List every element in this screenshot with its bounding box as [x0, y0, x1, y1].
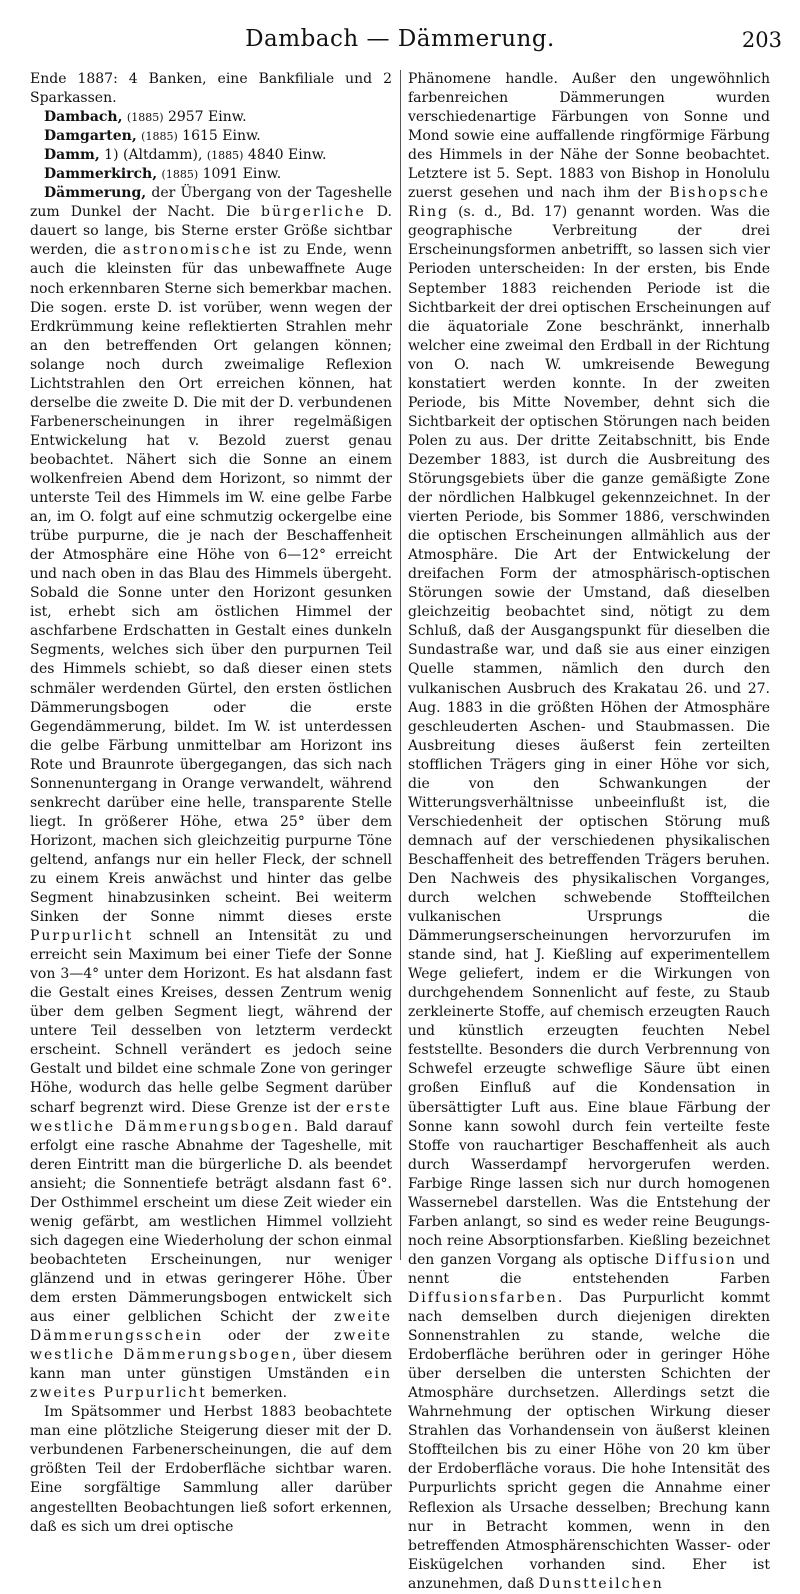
page-number: 203 [741, 28, 782, 52]
entry-text: ist zu Ende, wenn auch die kleinsten für das unbewaffnete Auge noch erkennbaren Sterne sich bemerkbar machen. Die sogen. erste D. ist vorüber, wenn wegen der Erdkrümmung keine reflektierten Strahlen mehr an den betreffenden Ort gelangen können; solange noch durch zweimalige Reflexion Lichtstrahlen den Ort erreichen können, hat derselbe die zweite D. Die mit der D. verbundenen Farbenerscheinungen in ihrer regelmäßigen Entwickelung hat v. Bezold zuerst genau beobachtet. Nähert sich die Sonne an einem wolkenfreien Abend dem Horizont, so nimmt der unterste Teil des Himmels im W. eine gelbe Farbe an, im O. folgt auf eine schmutzig ockergelbe eine trübe purpurne, die je nach der Beschaffenheit der Atmosphäre eine Höhe von 6—12° erreicht und nach oben in das Blau des Himmels übergeht. Sobald die Sonne unter den Horizont gesunken ist, erhebt sich am östlichen Himmel der aschfarbene Erdschatten in Gestalt eines dunkeln Segments, welches sich über den purpurnen Teil des Himmels schiebt, so daß dieser einen stets schmäler werdenden Gürtel, den ersten östlichen Dämmerungsbogen oder die erste Gegendämmerung, bildet. Im W. ist unterdessen die gelbe Färbung unmittelbar am Horizont ins Rote und Braunrote übergegangen, das sich nach Sonnenuntergang in Orange verwandelt, während senkrecht darüber eine helle, transparente Stelle liegt. In größerer Höhe, etwa 25° über dem Horizont, machen sich gleichzeitig purpurne Töne geltend, anfangs nur ein heller Fleck, der schnell zu einem Kreis anwächst und hinter das gelbe Segment hinabzusinken scheint. Bei weiterm Sinken der Sonne nimmt dieses erste [30, 242, 392, 926]
headword: Dambach, [44, 109, 123, 126]
left-column [30, 70, 393, 1535]
entry-dammerkirch [30, 165, 392, 184]
entry-text: . Das Purpurlicht kommt nach demselben durch diejenigen direkten Sonnenstrahlen zu stande, welche die Erdoberfläche berühren oder in geringer Höhe über derselben die untersten Schichten der Atmosphäre durchsetzen. Allerdings setzt die Wahrnehmung der optischen Wirkung dieser Strahlen das Vorhandensein von äußerst kleinen Stoffteilchen bis zu einer Höhe von 20 km über der Erdoberfläche voraus. Die hohe Intensität des Purpurlichts spricht gegen die Annahme einer Reflexion als Ursache desselben; Brechung kann nur in Betracht kommen, wenn in den betreffenden Atmosphärenschichten Wasser- oder Eiskügelchen vorhanden sind. Eher ist anzunehmen, daß [408, 1290, 770, 1592]
spaced-term: erste westliche Dämmerungsbogen [30, 1099, 392, 1135]
spaced-term: astronomische [122, 242, 253, 259]
entry-damm [30, 146, 392, 165]
entry-text: 1091 Einw. [198, 166, 282, 183]
year: (1885) [161, 168, 199, 182]
spaced-term: Bishopsche Ring [408, 185, 770, 221]
entry-text: 1615 Einw. [177, 128, 261, 145]
entry-text: 2957 Einw. [163, 109, 247, 126]
spaced-term: Dunstteilchen [538, 1575, 664, 1592]
paragraph: Im Spätsommer und Herbst 1883 beobachtete man eine plötzliche Steigerung dieser mit der D. verbundenen Farbenerscheinungen, die auf dem größten Teil der Erdoberfläche sichtbar waren. Eine sorgfältige Sammlung aller darüber angestellten Beobachtungen ließ sofort erkennen, daß es sich um drei optische [30, 1404, 392, 1535]
entry-text: 4840 Einw. [243, 147, 327, 164]
entry-text: (s. d., Bd. 17) genannt worden. Was die geographische Verbreitung der drei Erscheinungsformen anbetrifft, so lassen sich vier Perioden unterscheiden: In der ersten, bis Ende September 1883 reichenden Periode ist die Sichtbarkeit der drei optischen Erscheinungen auf die äquatoriale Zone beschränkt, innerhalb welcher eine zweimal den Erdball in der Richtung von O. nach W. umkreisende Bewegung konstatiert werden konnte. In der zweiten Periode, bis Mitte November, dehnt sich die Sichtbarkeit der optischen Störungen nach beiden Polen zu aus. Der dritte Zeitabschnitt, bis Ende Dezember 1883, ist durch die Ausbreitung des Störungsgebiets über die ganze gemäßigte Zone der nördlichen Halbkugel gekennzeichnet. In der vierten Periode, bis Sommer 1886, verschwinden die optischen Erscheinungen allmählich aus der Atmosphäre. Die Art der Entwickelung der dreifachen Form der atmosphärisch-optischen Störungen sowie der Umstand, daß dieselben gleichzeitig beobachtet sind, nötigt zu dem Schluß, daß der Ausgangspunkt für dieselben die Sundastraße war, und daß sie aus einer einzigen Quelle stammen, nämlich den durch den vulkanischen Ausbruch des Krakatau 26. und 27. Aug. 1883 in die größten Höhen der Atmosphäre geschleuderten Aschen- und Staubmassen. Die Ausbreitung dieses äußerst fein zerteilten stofflichen Trägers ging in einer Höhe vor sich, die von den Schwankungen der Witterungsverhältnisse unbeeinflußt ist, die Verschiedenheit der optischen Störung muß demnach auf der verschiedenen physikalischen Beschaffenheit des betreffenden Trägers beruhen. Den Nachweis des physikalischen Vorganges, durch welchen schwebende Stoffteilchen vulkanischen Ursprungs die Dämmerungserscheinungen hervorzurufen im stande sind, hat J. Kießling auf experimentellem Wege geliefert, indem er die Wirkungen von durchgehendem Sonnenlicht auf feste, zu Staub zerkleinerte Stoffe, auf chemisch erzeugten Rauch und künstlich erzeugten feuchten Nebel feststellte. Besonders die durch Verbrennung von Schwefel erzeugte schweflige Säure übt einen großen Einfluß auf die Kondensation in übersättigter Luft aus. Eine blaue Färbung der Sonne kann sowohl durch fein verteilte feste Stoffe von rauchartiger Beschaffenheit als auch durch Wasserdampf hervorgerufen werden. Farbige Ringe lassen sich nur durch homogenen Wassernebel darstellen. Was die Entstehung der Farben anlangt, so sind es weder reine Beugungs- noch reine Absorptionsfarben. Kießling bezeichnet den ganzen Vorgang als optische [408, 204, 770, 1268]
entry-text: oder der [203, 1328, 334, 1345]
year: (1885) [141, 130, 178, 144]
entry-text: Phänomene handle. Außer den ungewöhnlich farbenreichen Dämmerungen wurden verschiedenartige Färbungen von Sonne und Mond sowie eine auffallende ringförmige Färbung des Himmels in der Nähe der Sonne beobachtet. Letztere ist 5. Sept. 1883 von Bishop in Honolulu zuerst gesehen und nach ihm der [408, 71, 770, 202]
entry-dambach [30, 108, 392, 127]
entry-text: bemerken. [206, 1385, 288, 1402]
year: (1885) [206, 149, 244, 163]
spaced-term: Diffusion [654, 1251, 737, 1268]
column-divider [400, 70, 401, 1260]
headword: Damgarten, [44, 128, 137, 145]
spaced-term: Purpurlicht [30, 928, 134, 945]
entry-text: und nennt die entstehenden Farben [408, 1251, 770, 1287]
paragraph [408, 70, 770, 1594]
entry-text: 1) (Altdamm), [99, 147, 207, 164]
right-column [408, 70, 770, 1592]
entry-text: D. dauert so lange, bis Sterne erster Größe sichtbar werden, die [30, 204, 392, 259]
entry-text: schnell an Intensität zu und erreicht sein Maximum bei einer Tiefe der Sonne von 3—4° unter dem Horizont. Es hat alsdann fast die Gestalt eines Kreises, dessen Zentrum wenig über dem gelben Segment liegt, während der untere Teil desselben von letzterm verdeckt erscheint. Schnell verändert es jedoch seine Gestalt und bildet eine schmale Zone von geringer Höhe, wodurch das helle gelbe Segment darüber scharf begrenzt wird. Diese Grenze ist der [30, 928, 392, 1116]
entry-text: , über diesem kann man unter günstigen Umständen [30, 1347, 393, 1383]
entry-text: . Bald darauf erfolgt eine rasche Abnahme der Tageshelle, mit deren Eintritt man die bürgerliche D. als beendet ansieht; die Sonnentiefe beträgt alsdann fast 6°. Der Osthimmel erscheint um diese Zeit wieder ein wenig gefärbt, am westlichen Himmel vollzieht sich dagegen eine Wiederholung der schon einmal beobachteten Erscheinungen, nur weniger glänzend und in etwas geringerer Höhe. Über dem ersten Dämmerungsbogen entwickelt sich aus einer gelblichen Schicht der [30, 1118, 392, 1326]
entry-text: der Übergang von der Tageshelle zum Dunkel der Nacht. Die [30, 185, 392, 221]
headword: Dammerkirch, [44, 166, 158, 183]
year: (1885) [126, 111, 164, 125]
spaced-term: zweite Dämmerungsschein [30, 1309, 392, 1345]
spaced-term: zweite westliche Dämmerungsbogen [30, 1328, 392, 1364]
headword: Dämmerung, [44, 185, 147, 202]
spaced-term: bürgerliche [261, 204, 366, 221]
headword: Damm, [44, 147, 100, 164]
running-head: Dambach — Dämmerung. [245, 26, 555, 52]
entry-daemmerung [30, 184, 392, 1403]
page-header [0, 26, 800, 66]
spaced-term: ein zweites Purpurlicht [30, 1366, 392, 1402]
spaced-term: Diffusionsfarben [408, 1290, 558, 1306]
entry-continuation: Ende 1887: 4 Banken, eine Bankfiliale und 2 Sparkassen. [30, 71, 392, 107]
entry-damgarten [30, 127, 392, 146]
